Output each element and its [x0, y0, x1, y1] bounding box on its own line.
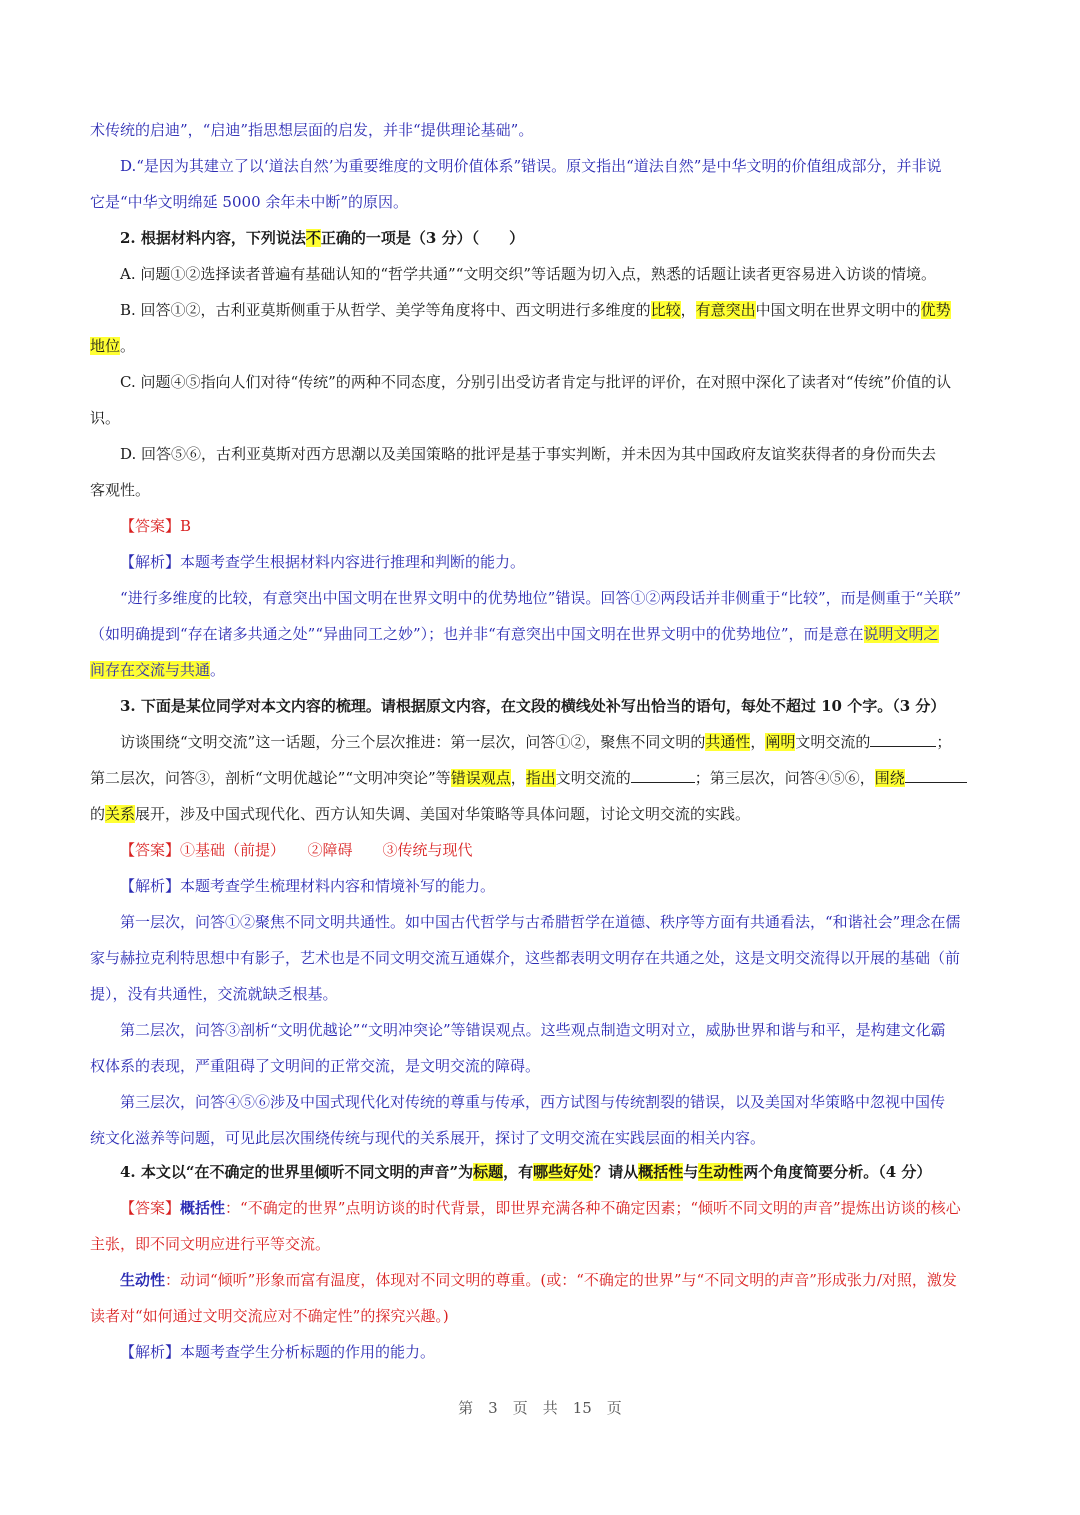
prev-analysis-d-line2: 它是“中华文明绵延 5000 余年未中断”的原因。	[90, 193, 409, 211]
fill-blank-3	[905, 767, 967, 783]
q2-option-b-line1: B. 回答①②，古利亚莫斯侧重于从哲学、美学等角度将中、西文明进行多维度的比较，有意突出中国文明在世界文明中的优势	[120, 301, 951, 319]
q4-answer-line2: 主张，即不同文明应进行平等交流。	[90, 1235, 331, 1253]
q2-option-a: A. 问题①②选择读者普遍有基础认知的“哲学共通”“文明交织”等话题为切入点，熟悉的话题让读者更容易进入访谈的情境。	[120, 265, 937, 283]
q4-answer-line4: 读者对“如何通过文明交流应对不确定性”的探究兴趣。)	[90, 1307, 449, 1325]
question-3-title: 3. 下面是某位同学对本文内容的梳理。请根据原文内容，在文段的横线处补写出恰当的语句，每处不超过 10 个字。（3 分）	[120, 697, 946, 715]
q3-analysis-line4: 第二层次，问答③剖析“文明优越论”“文明冲突论”等错误观点。这些观点制造文明对立，威胁世界和谐与和平，是构建文化霸	[120, 1021, 946, 1039]
prev-analysis-line: 术传统的启迪”，“启迪”指思想层面的启发，并非“提供理论基础”。	[90, 121, 534, 139]
q2-option-c-line1: C. 问题④⑤指向人们对待“传统”的两种不同态度，分别引出受访者肯定与批评的评价，在对照中深化了读者对“传统”价值的认	[120, 373, 952, 391]
question-4-title: 4. 本文以“在不确定的世界里倾听不同文明的声音”为标题，有哪些好处？请从概括性与生动性两个角度简要分析。（4 分）	[120, 1163, 932, 1181]
q4-analysis-label: 【解析】本题考查学生分析标题的作用的能力。	[120, 1343, 436, 1361]
q2-option-d-line2: 客观性。	[90, 481, 151, 499]
q3-analysis-line6: 第三层次，问答④⑤⑥涉及中国式现代化对传统的尊重与传承，西方试图与传统割裂的错误，以及美国对华策略中忽视中国传	[120, 1093, 946, 1111]
q3-analysis-label: 【解析】本题考查学生梳理材料内容和情境补写的能力。	[120, 877, 496, 895]
q3-passage-line2: 第二层次，问答③，剖析“文明优越论”“文明冲突论”等错误观点，指出文明交流的 ；第三层次，问答④⑤⑥，围绕	[90, 766, 1080, 790]
q3-passage-line3: 的关系展开，涉及中国式现代化、西方认知失调、美国对华策略等具体问题，讨论文明交流的实践。	[90, 805, 751, 823]
q3-analysis-line2: 家与赫拉克利特思想中有影子，艺术也是不同文明交流互通媒介，这些都表明文明存在共通之处，这是文明交流得以开展的基础（前	[90, 949, 961, 967]
q4-answer-line3: 生动性：动词“倾听”形象而富有温度，体现对不同文明的尊重。(或：“不确定的世界”与“不同文明的声音”形成张力/对照，激发	[120, 1271, 957, 1289]
q3-analysis-line5: 权体系的表现，严重阻碍了文明间的正常交流，是文明交流的障碍。	[90, 1057, 541, 1075]
question-2-title: 2. 根据材料内容，下列说法不正确的一项是（3 分）（ ）	[120, 229, 525, 247]
q3-answer: 【答案】①基础（前提） ②障碍 ③传统与现代	[120, 841, 473, 859]
q2-analysis-line1: “进行多维度的比较，有意突出中国文明在世界文明中的优势地位”错误。回答①②两段话并非侧重于“比较”，而是侧重于“关联”	[120, 589, 962, 607]
q2-analysis-label: 【解析】本题考查学生根据材料内容进行推理和判断的能力。	[120, 553, 526, 571]
q3-passage-line1: 访谈围绕“文明交流”这一话题，分三个层次推进：第一层次，问答①②，聚焦不同文明的共通性，阐明文明交流的 ；	[120, 733, 952, 751]
q2-option-b-line2: 地位。	[90, 337, 136, 355]
fill-blank-1	[870, 731, 936, 747]
q3-analysis-line3: 提），没有共通性，交流就缺乏根基。	[90, 985, 338, 1003]
q3-analysis-line7: 统文化滋养等问题，可见此层次围绕传统与现代的关系展开，探讨了文明交流在实践层面的相关内容。	[90, 1129, 766, 1147]
q2-analysis-line3: 间存在交流与共通。	[90, 661, 226, 679]
q2-option-d-line1: D. 回答⑤⑥，古利亚莫斯对西方思潮以及美国策略的批评是基于事实判断，并未因为其中国政府友谊奖获得者的身份而失去	[120, 445, 937, 463]
page-number-footer: 第 3 页 共 15 页	[458, 1399, 622, 1417]
q2-analysis-line2: （如明确提到“存在诸多共通之处”“异曲同工之妙”）；也并非“有意突出中国文明在世界文明中的优势地位”，而是意在说明文明之	[90, 625, 939, 643]
prev-analysis-d-line1: D.“是因为其建立了以‘道法自然’为重要维度的文明价值体系”错误。原文指出“道法自然”是中华文明的价值组成部分，并非说	[120, 157, 942, 175]
q3-analysis-line1: 第一层次，问答①②聚焦不同文明共通性。如中国古代哲学与古希腊哲学在道德、秩序等方面有共通看法，“和谐社会”理念在儒	[120, 913, 961, 931]
q2-option-c-line2: 识。	[90, 409, 121, 427]
fill-blank-2	[631, 767, 695, 783]
q2-answer: 【答案】B	[120, 517, 192, 535]
q4-answer-line1: 【答案】概括性：“不确定的世界”点明访谈的时代背景，即世界充满各种不确定因素；“倾听不同文明的声音”提炼出访谈的核心	[120, 1199, 961, 1217]
